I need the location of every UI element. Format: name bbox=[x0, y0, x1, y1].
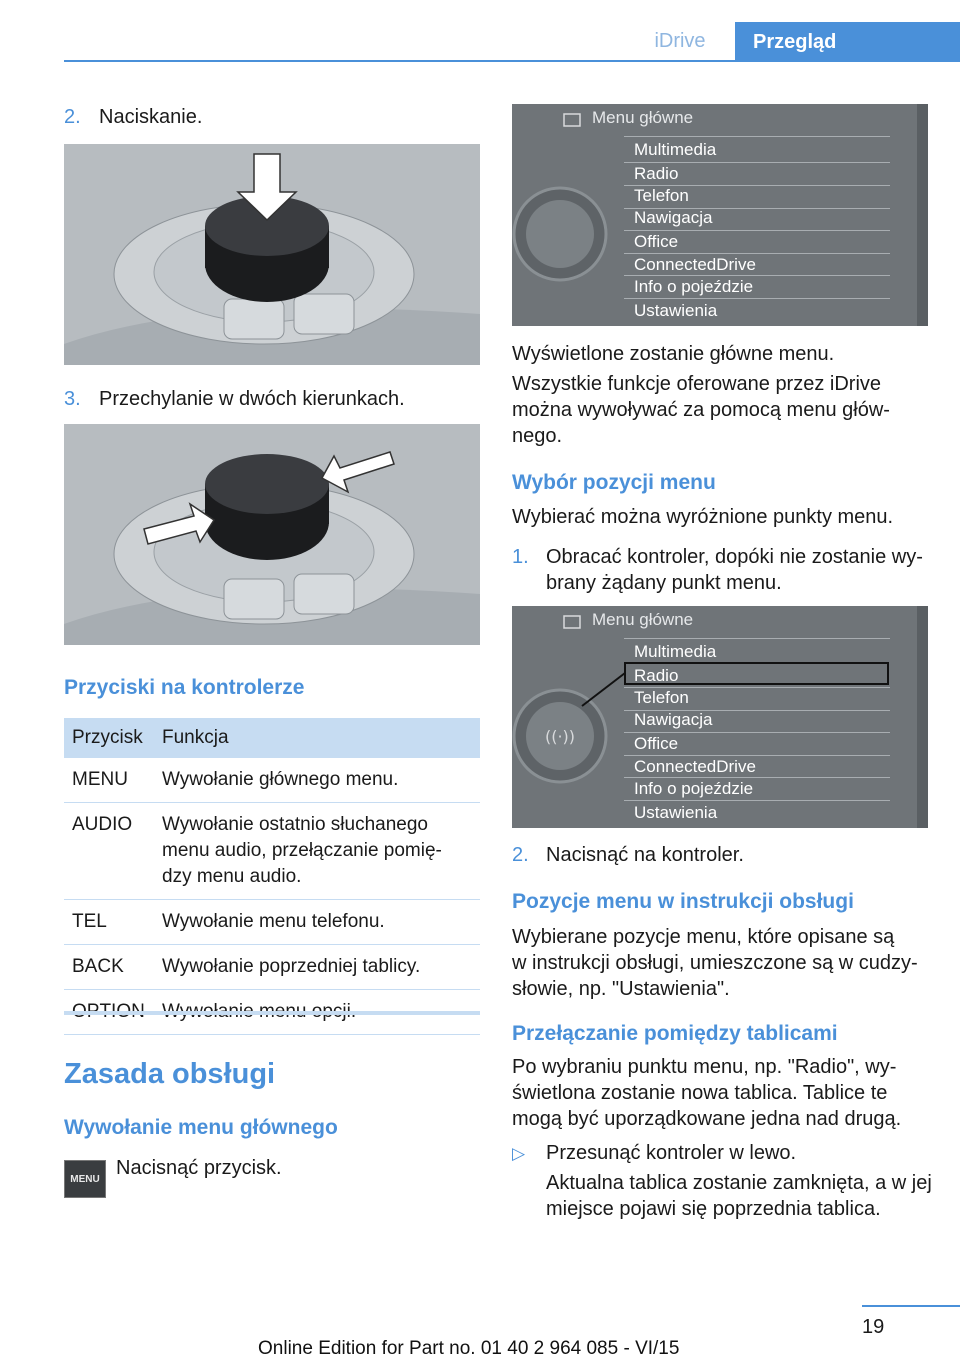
menu-item: Nawigacja bbox=[634, 710, 713, 729]
divider bbox=[624, 638, 890, 639]
bullet-detail-line: Aktualna tablica zostanie zamknięta, a w jej bbox=[546, 1172, 932, 1194]
menu-items-heading: Pozycje menu w instrukcji obsługi bbox=[512, 890, 854, 913]
svg-text:((·)): ((·)) bbox=[544, 727, 576, 746]
step-text: Naciskanie. bbox=[99, 106, 203, 128]
table-header-row bbox=[64, 718, 480, 758]
menu-key-icon: MENU bbox=[64, 1160, 106, 1198]
footer-rule bbox=[862, 1305, 960, 1307]
step-text: Obracać kontroler, dopóki nie zostanie wy- bbox=[546, 546, 923, 568]
paragraph-line: słowie, np. "Ustawienia". bbox=[512, 978, 730, 1000]
paragraph: Wyświetlone zostanie główne menu. bbox=[512, 343, 835, 365]
table-cell: AUDIO bbox=[64, 803, 154, 900]
step-number: 3. bbox=[64, 388, 81, 410]
screen-title: Menu główne bbox=[592, 108, 694, 127]
divider bbox=[624, 230, 890, 231]
divider bbox=[624, 755, 890, 756]
menu-item: Info o pojeździe bbox=[634, 277, 754, 296]
bullet-text: Przesunąć kontroler w lewo. bbox=[546, 1142, 797, 1164]
step-text: Nacisnąć na kontroler. bbox=[546, 844, 744, 866]
divider bbox=[624, 253, 890, 254]
divider bbox=[624, 162, 890, 163]
paragraph-line: Po wybraniu punktu menu, np. "Radio", wy- bbox=[512, 1056, 897, 1078]
table-cell: Wywołanie poprzedniej tablicy. bbox=[154, 945, 480, 990]
step-text: brany żądany punkt menu. bbox=[546, 572, 782, 594]
menu-item-selected: Radio bbox=[634, 666, 679, 685]
step-3 bbox=[64, 386, 405, 413]
step-number: 2. bbox=[512, 844, 529, 866]
call-menu-heading: Wywołanie menu głównego bbox=[64, 1116, 338, 1139]
controller-press-illustration bbox=[64, 144, 480, 365]
edition-footer: Online Edition for Part no. 01 40 2 964 085 - VI/15 bbox=[258, 1338, 680, 1359]
paragraph-line: mogą być uporządkowane jedna nad drugą. bbox=[512, 1108, 902, 1130]
select-text: Wybierać można wyróżnione punkty menu. bbox=[512, 506, 894, 528]
paragraph-line: świetlona zostanie nowa tablica. Tablice te bbox=[512, 1082, 888, 1104]
step-1 bbox=[512, 544, 529, 571]
table-cell: Wywołanie menu telefonu. bbox=[154, 900, 480, 945]
table-cell: BACK bbox=[64, 945, 154, 990]
paragraph-line: nego. bbox=[512, 425, 563, 447]
menu-item: Office bbox=[634, 734, 679, 753]
divider bbox=[624, 800, 890, 801]
bullet-detail-line: miejsce pojawi się poprzednia tablica. bbox=[546, 1198, 881, 1220]
divider bbox=[624, 777, 890, 778]
table-cell: TEL bbox=[64, 900, 154, 945]
table-row bbox=[64, 945, 480, 990]
press-button-text: Nacisnąć przycisk. bbox=[116, 1157, 282, 1179]
idrive-screen-radio-highlight bbox=[512, 606, 928, 828]
screen-title: Menu główne bbox=[592, 610, 694, 629]
header-rule bbox=[64, 60, 960, 62]
menu-item: Ustawienia bbox=[634, 803, 718, 822]
step-text: Przechylanie w dwóch kierunkach. bbox=[99, 388, 405, 410]
step-2-right bbox=[512, 842, 529, 869]
tab-overview: Przegląd bbox=[735, 22, 960, 62]
paragraph-line: można wywoływać za pomocą menu głów- bbox=[512, 399, 890, 421]
table-row bbox=[64, 803, 480, 900]
table-end-rule bbox=[64, 1011, 480, 1015]
controller-tilt-illustration bbox=[64, 424, 480, 645]
idrive-screen-main-menu bbox=[512, 104, 928, 326]
column-header: Przycisk bbox=[64, 718, 154, 758]
paragraph-line: Wybierane pozycje menu, które opisane są bbox=[512, 926, 895, 948]
divider bbox=[624, 136, 890, 137]
select-heading: Wybór pozycji menu bbox=[512, 471, 716, 494]
divider bbox=[624, 275, 890, 276]
menu-item: Telefon bbox=[634, 688, 689, 707]
bullet-triangle-icon: ▷ bbox=[512, 1144, 526, 1163]
menu-item: ConnectedDrive bbox=[634, 757, 756, 776]
menu-item: Nawigacja bbox=[634, 208, 713, 227]
menu-item: Office bbox=[634, 232, 679, 251]
buttons-heading: Przyciski na kontrolerze bbox=[64, 676, 305, 699]
step-2 bbox=[64, 104, 203, 131]
menu-item: Info o pojeździe bbox=[634, 779, 754, 798]
principle-heading: Zasada obsługi bbox=[64, 1058, 276, 1090]
table-cell: MENU bbox=[64, 758, 154, 803]
switch-heading: Przełączanie pomiędzy tablicami bbox=[512, 1022, 838, 1045]
table-row bbox=[64, 900, 480, 945]
table-cell: Wywołanie głównego menu. bbox=[154, 758, 480, 803]
table-cell: Wywołanie ostatnio słuchanego menu audio, przełączanie pomię-dzy menu audio. bbox=[154, 803, 480, 900]
menu-item: Radio bbox=[634, 164, 679, 183]
menu-item: Telefon bbox=[634, 186, 689, 205]
paragraph-line: w instrukcji obsługi, umieszczone są w cudzy- bbox=[512, 952, 918, 974]
step-number: 1. bbox=[512, 546, 529, 568]
column-header: Funkcja bbox=[154, 718, 480, 758]
menu-item: Multimedia bbox=[634, 140, 717, 159]
table-row bbox=[64, 758, 480, 803]
menu-item: Ustawienia bbox=[634, 301, 718, 320]
menu-item: ConnectedDrive bbox=[634, 255, 756, 274]
menu-item: Multimedia bbox=[634, 642, 717, 661]
page-number: 19 bbox=[862, 1316, 885, 1338]
divider bbox=[624, 298, 890, 299]
step-number: 2. bbox=[64, 106, 81, 128]
tab-idrive: iDrive bbox=[654, 29, 706, 52]
divider bbox=[624, 732, 890, 733]
paragraph-line: Wszystkie funkcje oferowane przez iDrive bbox=[512, 373, 882, 395]
controller-buttons-table bbox=[64, 718, 480, 1035]
